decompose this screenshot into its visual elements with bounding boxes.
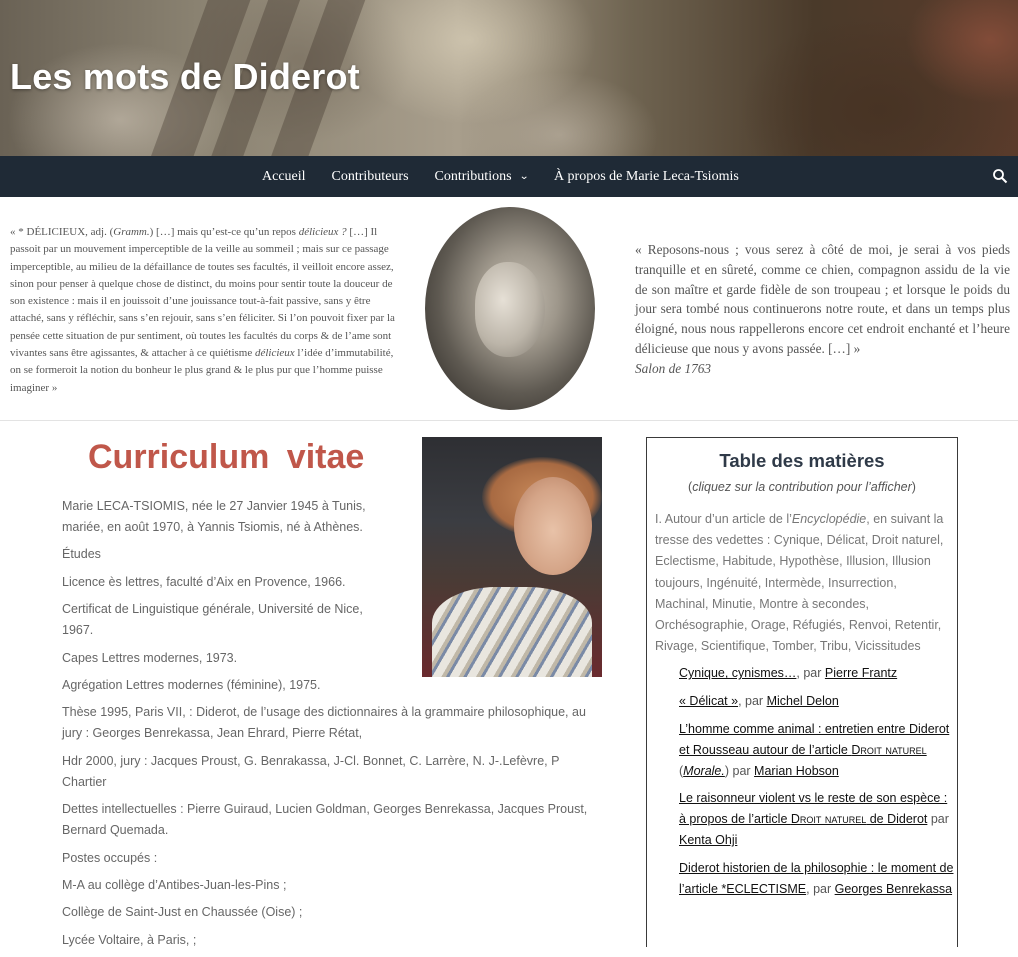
quote-text: « * DÉLICIEUX, adj. ( [10, 226, 114, 238]
cv-line: Capes Lettres modernes, 1973. [62, 650, 238, 665]
main-navigation [0, 156, 1018, 197]
nav-item-label: Contributions [434, 168, 512, 184]
header-banner [0, 0, 1018, 156]
site-title[interactable]: Les mots de Diderot [10, 56, 360, 97]
author-link[interactable]: Marian Hobson [754, 763, 839, 778]
section-divider [0, 420, 1018, 421]
diderot-portrait [425, 207, 595, 410]
link-text: L’homme comme animal : entretien entre Diderot et Rousseau autour de l’article [679, 721, 950, 757]
link-text-smallcaps: Droit naturel [790, 812, 867, 827]
cv-line: Certificat de Linguistique générale, Université de Nice, 1967. [62, 602, 363, 638]
cv-line: Dettes intellectuelles : Pierre Guiraud, Lucien Goldman, Georges Benrekassa, Jacques Proust, Bernard Quemada. [62, 802, 588, 838]
toc-hint [647, 480, 957, 494]
salon-quote-source: Salon de 1763 [635, 360, 712, 376]
cv-line: Thèse 1995, Paris VII, : Diderot, de l’usage des dictionnaires à la grammaire philosophique, au jury : Georges Benrekassa, Jean Ehrard, Pierre Rétat, [62, 705, 586, 741]
toc-hint-paren: ) [911, 480, 916, 494]
nav-item-label: Contributeurs [331, 168, 409, 184]
toc-entry [679, 788, 957, 851]
salon-quote [635, 240, 1010, 379]
table-of-contents [646, 437, 958, 947]
contribution-link[interactable]: « Délicat » [679, 694, 739, 709]
toc-entry [679, 691, 957, 712]
portrait-face [475, 262, 545, 357]
cv-title: Curriculum vitae [88, 438, 365, 476]
link-text: Le raisonneur violent vs le reste de son espèce : à propos de l’article [679, 791, 948, 827]
toc-entry [679, 858, 957, 900]
link-text-smallcaps: Droit naturel [851, 742, 927, 757]
author-link[interactable]: Michel Delon [766, 694, 839, 709]
cv-line: Postes occupés : [62, 850, 158, 865]
quote-text-italic: Gramm. [113, 226, 150, 238]
chevron-down-icon: ⌄ [518, 171, 529, 182]
quote-text: l’idée d’immutabilité, on se formeroit la notion du bonheur le plus grand & le plus pur que l’homme puisse imaginer » [10, 347, 394, 394]
quote-text-italic: délicieux ? [298, 226, 347, 238]
contribution-link[interactable] [679, 791, 947, 826]
toc-by: par [729, 763, 755, 778]
delicieux-quote [10, 224, 405, 397]
nav-menu [249, 156, 752, 197]
nav-item-a-propos[interactable] [541, 169, 752, 185]
cv-line: Agrégation Lettres modernes (féminine), 1975. [62, 677, 321, 692]
toc-paren: ) [724, 763, 730, 778]
toc-hint-paren: ( [688, 480, 693, 494]
toc-title: Table des matières [719, 450, 885, 471]
cv-content [62, 496, 607, 957]
nav-item-contributions[interactable] [422, 169, 541, 185]
toc-entries [679, 663, 957, 899]
toc-entry [679, 719, 957, 782]
cv-line: Licence ès lettres, faculté d’Aix en Provence, 1966. [62, 574, 346, 589]
cv-line: Collège de Saint-Just en Chaussée (Oise) ; [62, 905, 303, 920]
cv-line: Marie LECA-TSIOMIS, née le 27 Janvier 1945 à Tunis, mariée, en août 1970, à Yannis Tsiomis, né à Athènes. [62, 499, 366, 534]
toc-intro-italic: Encyclopédie [791, 512, 867, 526]
quote-text: […] Il passoit par un mouvement imperceptible de la veille au sommeil ; mais sur ce passage imperceptible, au milieu de la défaillance de toutes ses facultés, il veilloit encore assez, sinon pour penser à quelque chose de distinct, du moins pour sentir toute la douceur de son existence : mais il en jouissoit d’une jouissance tout-à-fait passive, sans y être attaché, sans y réfléchir, sans s’en rejouir, sans s’en féliciter. Si l’on pouvoit fixer par la pensée cette situation de pur sentiment, où toutes les facultés du corps & de l’ame sont vivantes sans être agissantes, & attacher à ce quiétisme [10, 226, 395, 360]
contribution-link[interactable]: Cynique, cynismes… [679, 666, 797, 681]
toc-intro-text: I. Autour d’un article de l’ [655, 512, 792, 526]
toc-by: , par [738, 694, 767, 709]
cv-line: Études [62, 547, 101, 562]
toc-by: par [927, 812, 949, 827]
nav-item-label: Accueil [262, 168, 306, 184]
toc-intro-text: , en suivant la tresse des vedettes : Cynique, Délicat, Droit naturel, Eclectisme, Habitude, Hypothèse, Illusion, Illusion toujours, Ingénuité, Intermède, Insurrection, Machinal, Minutie, Montre à secondes, Orchésographie, Orage, Réfugiés, Renvoi, Retentir, Rivage, Scientifique, Tomber, Tribu, Vicissitudes [655, 512, 944, 654]
nav-item-accueil[interactable] [249, 169, 319, 185]
cv-line: M-A au collège d’Antibes-Juan-les-Pins ; [62, 877, 287, 892]
toc-by: , par [806, 881, 835, 896]
contribution-link[interactable] [679, 722, 949, 757]
link-text-italic: Morale. [683, 763, 725, 778]
toc-entry [679, 663, 957, 684]
nav-item-label: À propos de Marie Leca-Tsiomis [553, 168, 739, 184]
morale-link[interactable] [683, 764, 725, 778]
toc-hint-text: cliquez sur la contribution pour l’afficher [692, 480, 912, 494]
author-link[interactable]: Pierre Frantz [824, 666, 898, 681]
quote-text-italic: délicieux [254, 347, 295, 360]
quote-text: ) […] mais qu’est-ce qu’un repos [149, 226, 299, 238]
nav-item-contributeurs[interactable] [319, 169, 422, 185]
search-icon[interactable] [992, 168, 1008, 184]
toc-by: , par [796, 666, 825, 681]
salon-quote-text: « Reposons-nous ; vous serez à côté de moi, je serai à vos pieds tranquille et en sûreté, comme ce chien, compagnon assidu de la vie de son maître et garde fidèle de son troupeau ; et lorsque le poids du jour sera tombé nous continuerons notre route, et dans un temps plus éloigné, nous nous rappellerons encore cet endroit enchanté et l’heure délicieuse que nous y avons passée. […] » [635, 242, 1010, 356]
link-text: de Diderot [866, 812, 928, 827]
toc-paren: ( [679, 763, 684, 778]
contribution-link[interactable]: Diderot historien de la philosophie : le moment de l’article *ECLECTISME [679, 860, 954, 896]
author-link[interactable]: Kenta Ohji [679, 833, 738, 848]
toc-intro [655, 509, 949, 657]
cv-line: Lycée Voltaire, à Paris, ; [62, 932, 197, 947]
cv-line: Hdr 2000, jury : Jacques Proust, G. Benrakassa, J-Cl. Bonnet, C. Larrère, N. J-.Lefèvre, P Chartier [62, 753, 560, 789]
author-link[interactable]: Georges Benrekassa [834, 881, 953, 896]
